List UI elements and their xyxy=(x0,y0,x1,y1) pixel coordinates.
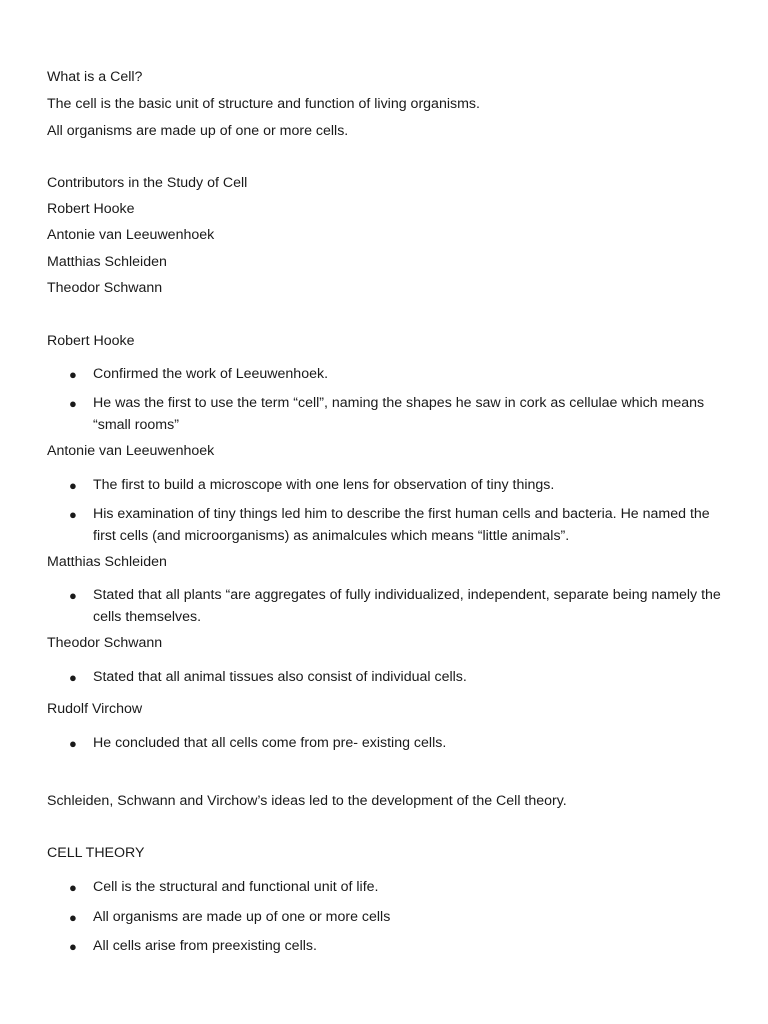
bullet-text: All cells arise from preexisting cells. xyxy=(93,938,317,954)
contributor-name: Matthias Schleiden xyxy=(47,254,167,270)
bullet-marker: ● xyxy=(69,880,77,895)
contributor-name: Robert Hooke xyxy=(47,201,135,217)
bullet-marker: ● xyxy=(69,910,77,925)
bullet-text: Cell is the structural and functional unit of life. xyxy=(93,879,379,895)
bullet-marker: ● xyxy=(69,507,77,522)
cell-theory-heading: CELL THEORY xyxy=(47,845,145,861)
bullet-text: The first to build a microscope with one lens for observation of tiny things. xyxy=(93,477,555,493)
bullet-marker: ● xyxy=(69,670,77,685)
bullet-text: Stated that all plants “are aggregates of fully individualized, independent, separate being namely the cells themselves. xyxy=(93,587,721,625)
bullet-marker: ● xyxy=(69,396,77,411)
intro-line: All organisms are made up of one or more cells. xyxy=(47,123,349,139)
bullet-text: Confirmed the work of Leeuwenhoek. xyxy=(93,366,329,382)
bullet-marker: ● xyxy=(69,939,77,954)
bullet-text: He was the first to use the term “cell”, naming the shapes he saw in cork as cellulae which means “small rooms” xyxy=(93,395,705,433)
contributor-name: Antonie van Leeuwenhoek xyxy=(47,227,215,243)
section-heading: Rudolf Virchow xyxy=(47,701,143,717)
contributors-heading: Contributors in the Study of Cell xyxy=(47,175,248,191)
bullet-text: His examination of tiny things led him to describe the first human cells and bacteria. He named the first cells (and microorganisms) as animalcules which means “little animals”. xyxy=(93,506,710,544)
intro-heading: What is a Cell? xyxy=(47,69,143,85)
bullet-marker: ● xyxy=(69,367,77,382)
bullet-marker: ● xyxy=(69,478,77,493)
bullet-text: All organisms are made up of one or more cells xyxy=(93,909,391,925)
bullet-text: He concluded that all cells come from pre- existing cells. xyxy=(93,735,447,751)
section-heading: Antonie van Leeuwenhoek xyxy=(47,443,215,459)
section-heading: Matthias Schleiden xyxy=(47,554,167,570)
section-heading: Theodor Schwann xyxy=(47,635,163,651)
summary-text: Schleiden, Schwann and Virchow’s ideas led to the development of the Cell theory. xyxy=(47,793,567,809)
bullet-marker: ● xyxy=(69,588,77,603)
intro-line: The cell is the basic unit of structure and function of living organisms. xyxy=(47,96,480,112)
contributor-name: Theodor Schwann xyxy=(47,280,163,296)
bullet-text: Stated that all animal tissues also consist of individual cells. xyxy=(93,669,467,685)
section-heading: Robert Hooke xyxy=(47,333,135,349)
bullet-marker: ● xyxy=(69,736,77,751)
